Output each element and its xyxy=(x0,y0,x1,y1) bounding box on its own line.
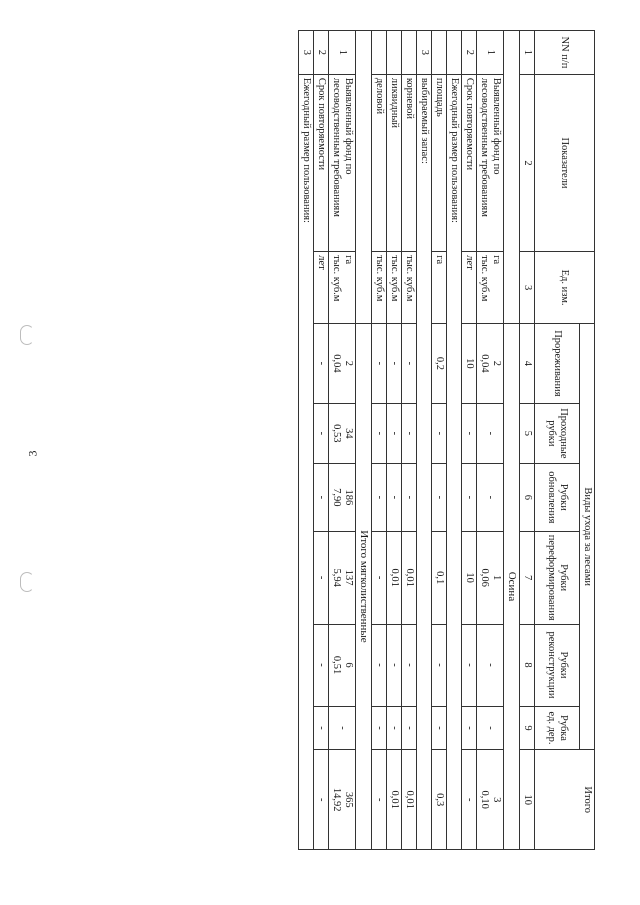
header-care-types: Виды ухода за лесами xyxy=(579,323,594,750)
row-number: 1 xyxy=(477,31,504,75)
value-cell: - xyxy=(386,403,401,463)
value-cell: - xyxy=(371,323,386,403)
value-cell: 137 5,94 xyxy=(328,531,355,624)
section-title-row xyxy=(356,31,372,850)
value-cell: - xyxy=(371,624,386,706)
value-cell: - xyxy=(477,403,504,463)
row-indicator: Срок повторяемости xyxy=(313,74,328,251)
table-row xyxy=(371,31,386,850)
value-cell: - xyxy=(313,403,328,463)
value-cell: - xyxy=(313,624,328,706)
column-number-row xyxy=(519,31,534,850)
row-number: 3 xyxy=(416,31,431,75)
column-number: 7 xyxy=(519,531,534,624)
column-number: 10 xyxy=(519,750,534,850)
header-single-trees: Рубка ед. дер. xyxy=(534,706,579,750)
header-nn: NN п/п xyxy=(534,31,594,75)
value-cell: - xyxy=(386,624,401,706)
value-cell: - xyxy=(328,706,355,750)
value-cell: - xyxy=(313,323,328,403)
value-cell: 365 14,92 xyxy=(328,750,355,850)
value-cell: - xyxy=(401,403,416,463)
value-cell: - xyxy=(386,706,401,750)
row-unit: га xyxy=(431,252,446,324)
section-title: Осина xyxy=(504,323,520,849)
row-indicator: площадь xyxy=(431,74,446,251)
section-title: Итого мягколиственные xyxy=(356,323,372,849)
row-indicator: выбираемый запас: xyxy=(416,74,431,849)
row-unit: га тыс. куб.м xyxy=(328,252,355,324)
value-cell: - xyxy=(462,403,477,463)
row-indicator: Ежегодный размер пользования: xyxy=(446,74,461,849)
table-row xyxy=(386,31,401,850)
value-cell: - xyxy=(401,463,416,531)
row-indicator: Срок повторяемости xyxy=(462,74,477,251)
column-number: 3 xyxy=(519,252,534,324)
value-cell: - xyxy=(462,706,477,750)
value-cell: - xyxy=(313,463,328,531)
table-row xyxy=(462,31,477,850)
header-unit: Ед. изм. xyxy=(534,252,594,324)
row-number xyxy=(371,31,386,75)
row-unit: га тыс. куб.м xyxy=(477,252,504,324)
row-unit: лет xyxy=(313,252,328,324)
row-number xyxy=(446,31,461,75)
column-number: 4 xyxy=(519,323,534,403)
value-cell: - xyxy=(386,463,401,531)
value-cell: - xyxy=(371,531,386,624)
value-cell: - xyxy=(462,624,477,706)
value-cell: 2 0,04 xyxy=(477,323,504,403)
value-cell: - xyxy=(371,750,386,850)
value-cell: - xyxy=(477,706,504,750)
value-cell: - xyxy=(401,624,416,706)
page-number: 3 xyxy=(25,450,40,457)
value-cell: - xyxy=(401,706,416,750)
value-cell: - xyxy=(313,706,328,750)
value-cell: - xyxy=(431,706,446,750)
header-reformation: Рубки переформирования xyxy=(534,531,579,624)
value-cell: - xyxy=(431,463,446,531)
table-row xyxy=(431,31,446,850)
value-cell: - xyxy=(313,750,328,850)
value-cell: - xyxy=(431,624,446,706)
value-cell: 2 0,04 xyxy=(328,323,355,403)
header-pass-cuts: Проходные рубки xyxy=(534,403,579,463)
row-number xyxy=(386,31,401,75)
header-total: Итого xyxy=(534,750,594,850)
rotated-table-wrapper xyxy=(80,30,595,850)
value-cell: 186 7,90 xyxy=(328,463,355,531)
table-row xyxy=(313,31,328,850)
row-indicator: корневой xyxy=(401,74,416,251)
table-row xyxy=(298,31,313,850)
value-cell: 0,01 xyxy=(386,750,401,850)
value-cell: 0,2 xyxy=(431,323,446,403)
value-cell: 0,01 xyxy=(401,531,416,624)
column-number: 5 xyxy=(519,403,534,463)
value-cell: - xyxy=(371,463,386,531)
section-title-spacer xyxy=(504,31,520,324)
row-number xyxy=(401,31,416,75)
column-number: 1 xyxy=(519,31,534,75)
value-cell: - xyxy=(477,624,504,706)
value-cell: 1 0,06 xyxy=(477,531,504,624)
header-indicators: Показатели xyxy=(534,74,594,251)
row-number xyxy=(431,31,446,75)
table-row xyxy=(446,31,461,850)
forest-care-table xyxy=(298,30,595,850)
header-thinning: Прореживания xyxy=(534,323,579,403)
value-cell: - xyxy=(462,750,477,850)
row-unit: лет xyxy=(462,252,477,324)
row-number: 2 xyxy=(313,31,328,75)
row-unit: тыс. куб.м xyxy=(371,252,386,324)
header-renewal: Рубки обновления xyxy=(534,463,579,531)
column-number: 6 xyxy=(519,463,534,531)
table-row xyxy=(416,31,431,850)
column-number: 9 xyxy=(519,706,534,750)
row-unit: тыс. куб.м xyxy=(401,252,416,324)
row-number: 3 xyxy=(298,31,313,75)
table-row xyxy=(401,31,416,850)
value-cell: 0,3 xyxy=(431,750,446,850)
value-cell: 0,1 xyxy=(431,531,446,624)
row-number: 1 xyxy=(328,31,355,75)
value-cell: 6 0,51 xyxy=(328,624,355,706)
row-indicator: Выявленный фонд по лесоводственным требованиям xyxy=(328,74,355,251)
row-indicator: ликвидный xyxy=(386,74,401,251)
section-title-row xyxy=(504,31,520,850)
header-reconstruction: Рубки реконструкции xyxy=(534,624,579,706)
value-cell: - xyxy=(477,463,504,531)
table-row xyxy=(477,31,504,850)
row-unit: тыс. куб.м xyxy=(386,252,401,324)
value-cell: 3 0,10 xyxy=(477,750,504,850)
row-indicator: Выявленный фонд по лесоводственным требованиям xyxy=(477,74,504,251)
value-cell: 10 xyxy=(462,531,477,624)
punch-hole-mark xyxy=(20,572,34,592)
value-cell: - xyxy=(371,706,386,750)
value-cell: 0,01 xyxy=(401,750,416,850)
value-cell: 10 xyxy=(462,323,477,403)
value-cell: - xyxy=(401,323,416,403)
punch-hole-mark xyxy=(20,325,34,345)
row-number: 2 xyxy=(462,31,477,75)
value-cell: 0,01 xyxy=(386,531,401,624)
section-title-spacer xyxy=(356,31,372,324)
table-row xyxy=(328,31,355,850)
value-cell: - xyxy=(462,463,477,531)
value-cell: - xyxy=(431,403,446,463)
value-cell: - xyxy=(371,403,386,463)
value-cell: - xyxy=(313,531,328,624)
value-cell: - xyxy=(386,323,401,403)
column-number: 8 xyxy=(519,624,534,706)
column-number: 2 xyxy=(519,74,534,251)
value-cell: 34 0,53 xyxy=(328,403,355,463)
row-indicator: Ежегодный размер пользования: xyxy=(298,74,313,849)
row-indicator: деловой xyxy=(371,74,386,251)
